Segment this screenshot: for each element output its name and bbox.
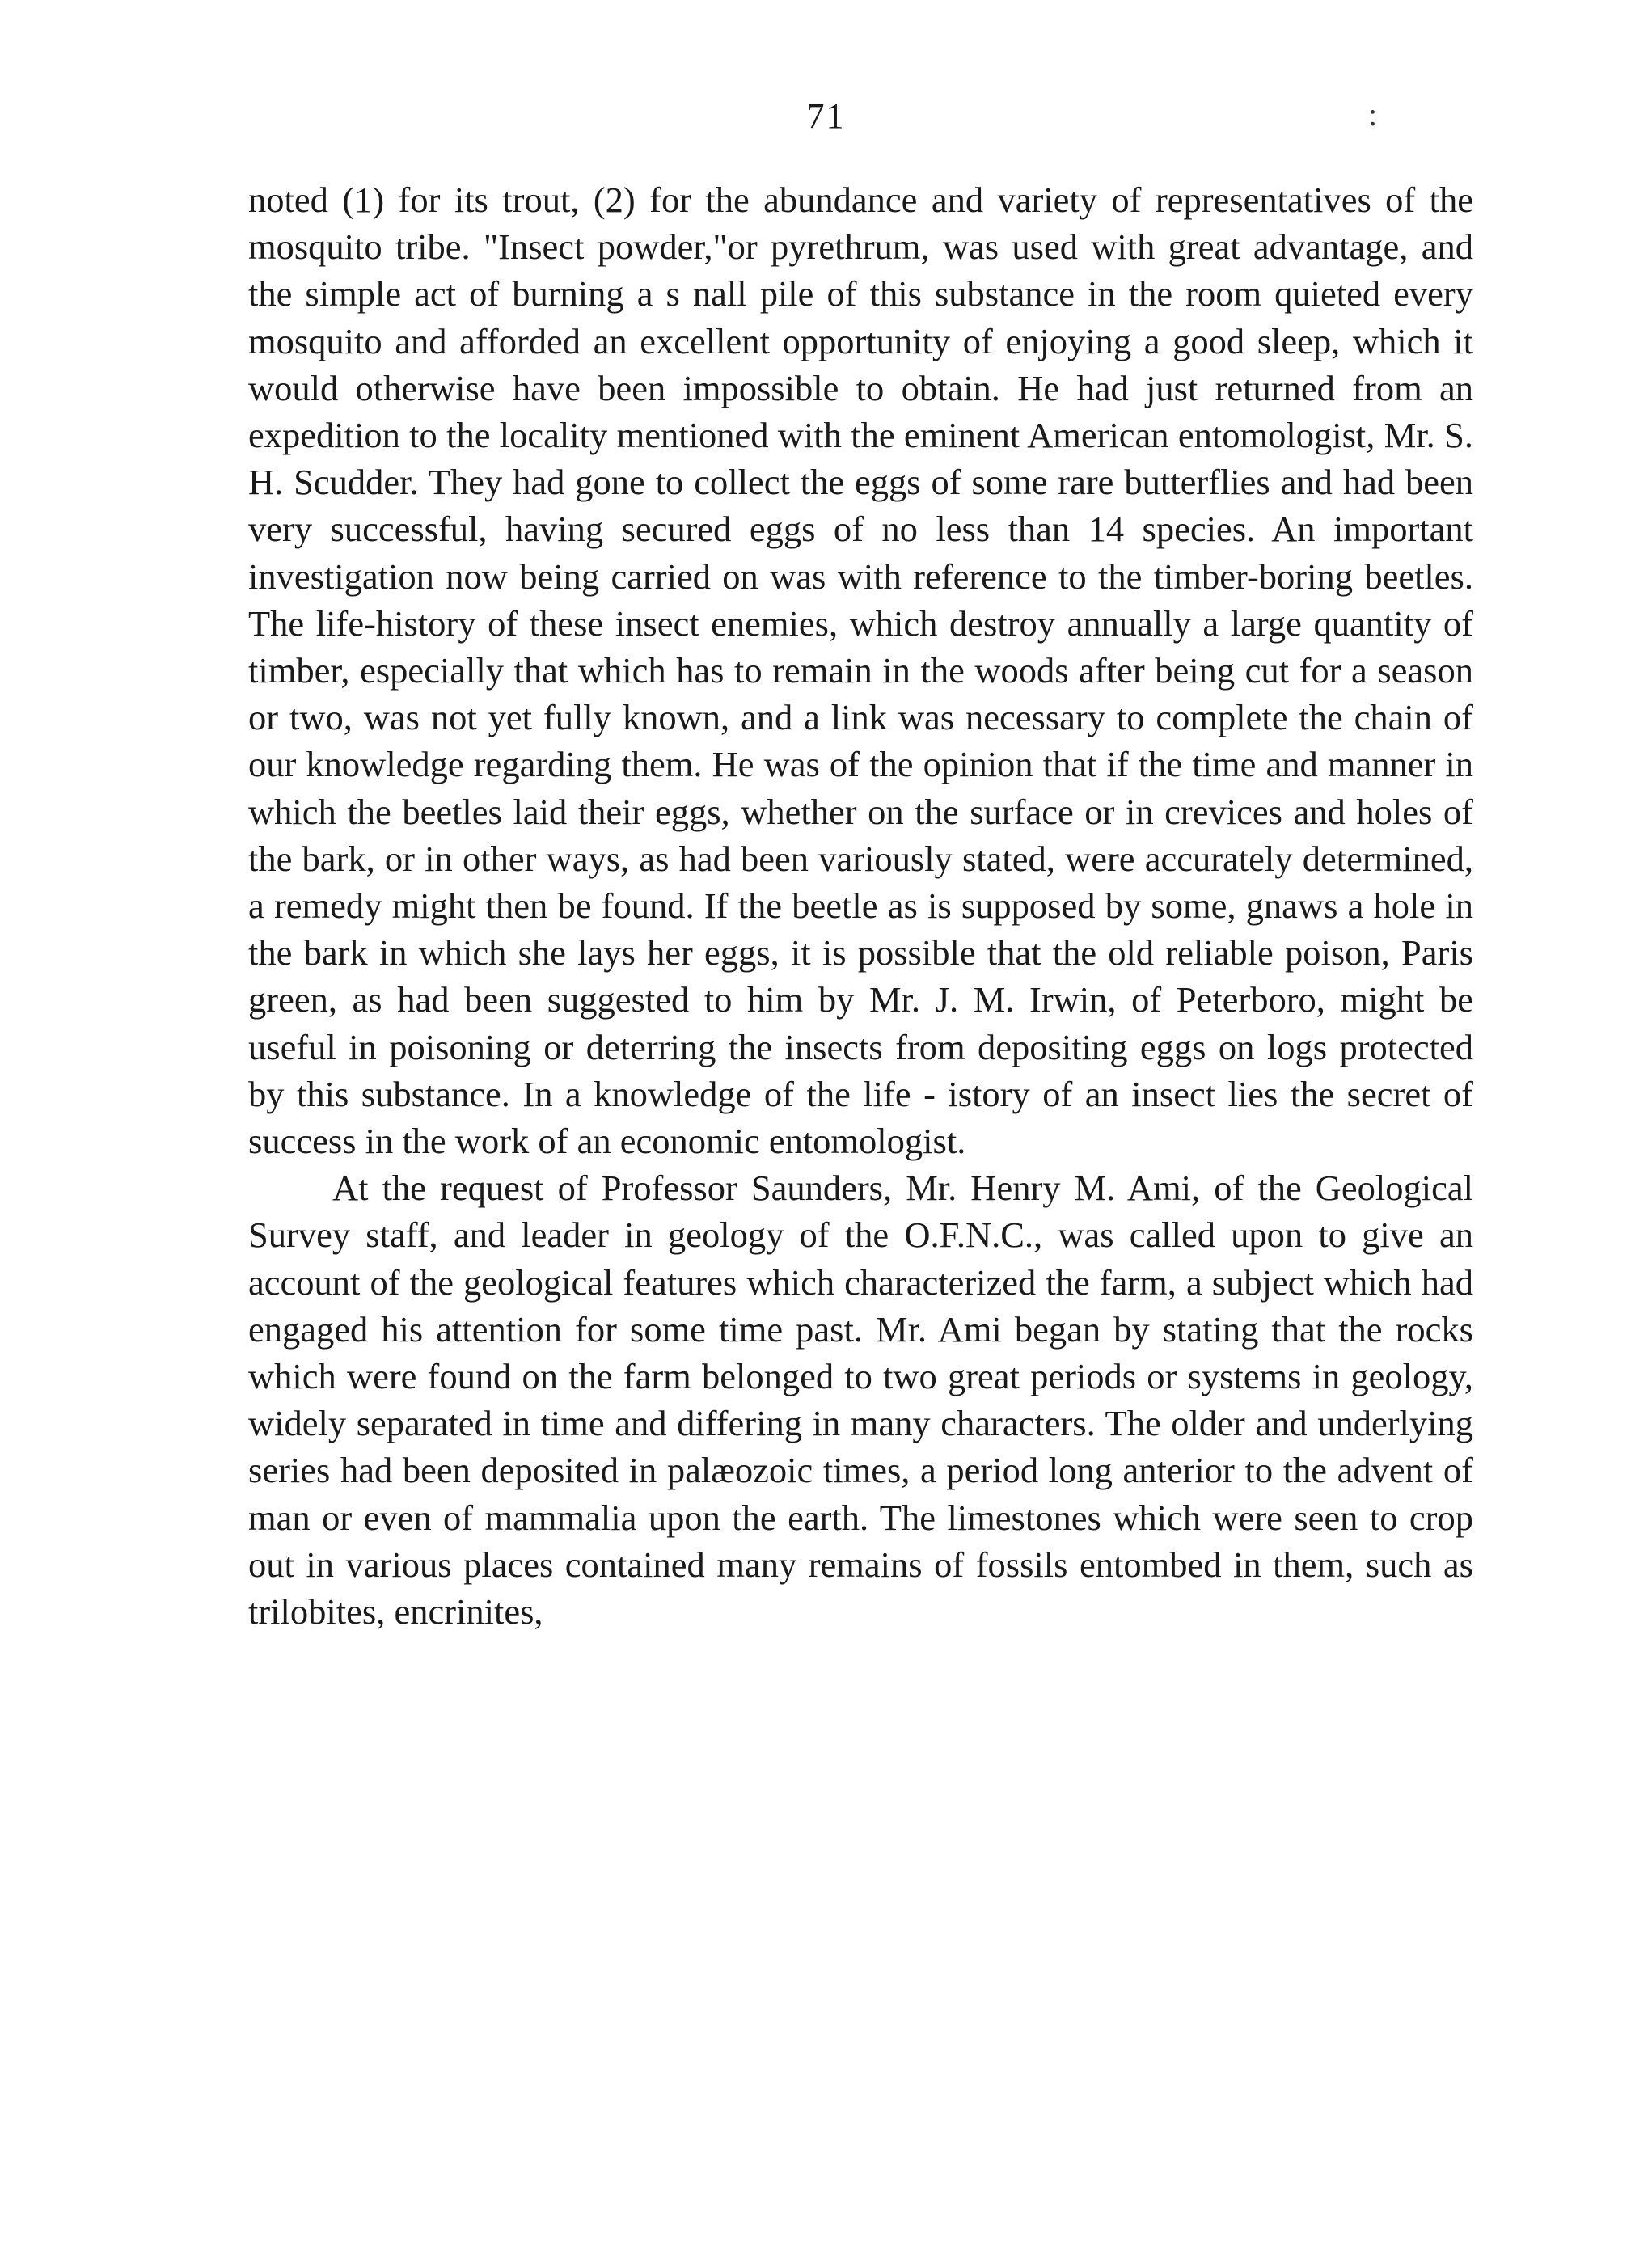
margin-mark: : xyxy=(1368,96,1378,133)
paragraph-1: noted (1) for its trout, (2) for the abundance and variety of representatives of the mosquito tribe. "Insect powder,"or pyrethrum, was used with great advantage, and the simple act of burning a s nall pile of this substance in the room quieted every mosquito and afforded an excellent opportunity of enjoying a good sleep, which it would otherwise have been impossible to obtain. He had just returned from an expedition to the locality mentioned with the eminent American entomologist, Mr. S. H. Scudder. They had gone to collect the eggs of some rare butterflies and had been very successful, having secured eggs of no less than 14 species. An important investigation now being carried on was with reference to the timber-boring beetles. The life-history of these insect enemies, which destroy annually a large quantity of timber, especially that which has to remain in the woods after being cut for a season or two, was not yet fully known, and a link was necessary to complete the chain of our knowledge regarding them. He was of the opinion that if the time and manner in which the beetles laid their eggs, whether on the surface or in crevices and holes of the bark, or in other ways, as had been variously stated, were accurately determined, a remedy might then be found. If the beetle as is supposed by some, gnaws a hole in the bark in which she lays her eggs, it is possible that the old reliable poison, Paris green, as had been suggested to him by Mr. J. M. Irwin, of Peterboro, might be useful in poisoning or deterring the insects from depositing eggs on logs protected by this substance. In a knowledge of the life - istory of an insect lies the secret of success in the work of an economic entomologist. xyxy=(248,180,1473,1162)
paragraph-2: At the request of Professor Saunders, Mr. Henry M. Ami, of the Geological Survey staff, and leader in geology of the O.F.N.C., was called upon to give an account of the geological features which characterized the farm, a subject which had engaged his attention for some time past. Mr. Ami began by stating that the rocks which were found on the farm belonged to two great periods or systems in geology, widely separated in time and differing in many characters. The older and underlying series had been deposited in palæozoic times, a period long anterior to the advent of man or even of mammalia upon the earth. The limestones which were seen to crop out in various places contained many remains of fossils entombed in them, such as trilobites, encrinites, xyxy=(248,1168,1473,1633)
body-text xyxy=(248,176,1473,1635)
page-number: 71 xyxy=(806,96,846,136)
